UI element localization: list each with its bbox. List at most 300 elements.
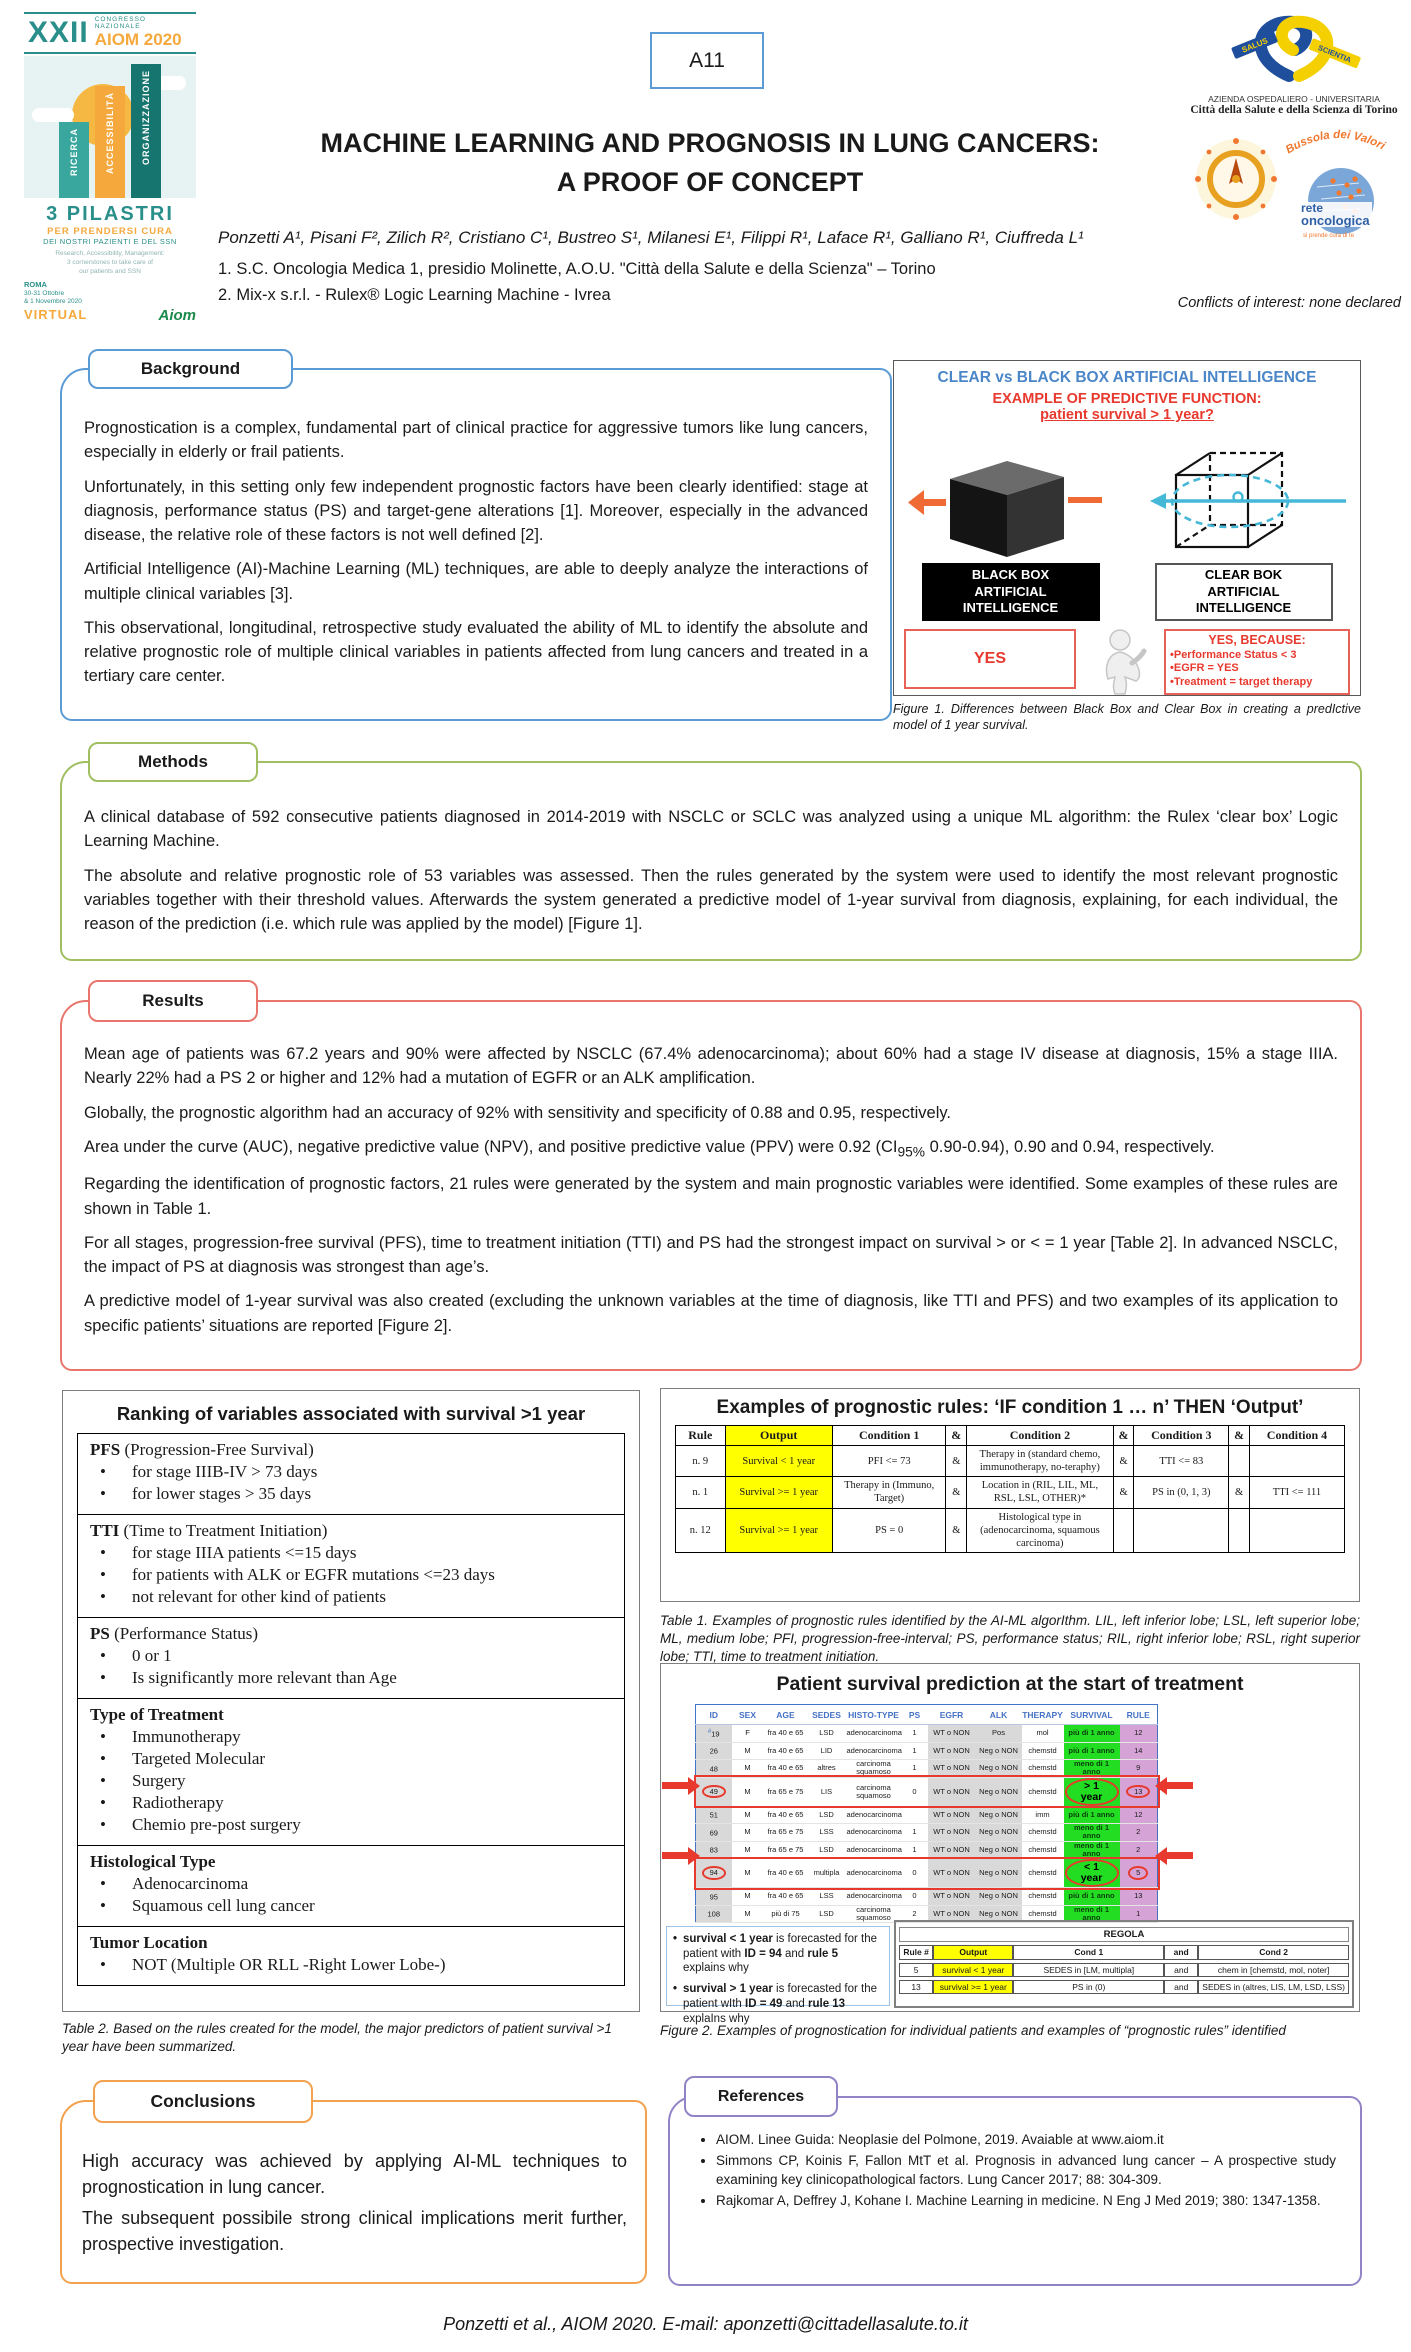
cell-id: #19 <box>696 1725 732 1743</box>
cell-therapy: chemstd <box>1022 1905 1064 1923</box>
ranking-bullet: • Adenocarcinoma <box>90 1874 612 1894</box>
section-tab-methods: Methods <box>88 742 258 782</box>
regola-header: and <box>1164 1945 1198 1959</box>
patient-table-header: SEX <box>732 1705 764 1725</box>
highlight-arrow-icon <box>1167 1782 1193 1789</box>
cell-age: fra 40 e 65 <box>764 1859 808 1888</box>
ranking-bullet: • for stage IIIA patients <=15 days <box>90 1543 612 1563</box>
figure2-title: Patient survival prediction at the start of treatment <box>776 1673 1244 1695</box>
cell-and: & <box>946 1446 967 1477</box>
cell-condition3 <box>1134 1508 1229 1552</box>
aiom-brand-logo: Aiom <box>158 306 196 324</box>
ranking-group-pfs: PFS (Progression-Free Survival) • for stage IIIB-IV > 73 days • for lower stages > 35 days <box>78 1434 624 1515</box>
cell-survival: meno di 1 anno <box>1064 1824 1120 1842</box>
pillars-english: Research, Accessibility, Management: 3 cornerstones to take care of our patients and SSN <box>55 250 165 275</box>
ranking-group-histology: Histological Type • Adenocarcinoma • Squamous cell lung cancer <box>78 1846 624 1927</box>
ranking-bullet: • Immunotherapy <box>90 1727 612 1747</box>
cell-egfr: WT o NON <box>928 1806 976 1824</box>
cell-id: 48 <box>696 1760 732 1778</box>
cell-age: fra 40 e 65 <box>764 1760 808 1778</box>
congress-label: CONGRESSO NAZIONALE <box>94 16 146 30</box>
cell-age: fra 40 e 65 <box>764 1725 808 1743</box>
highlight-arrow-icon <box>662 1852 688 1859</box>
cell-sex: M <box>732 1806 764 1824</box>
prediction-notes <box>666 1926 890 2025</box>
methods-paragraph: A clinical database of 592 consecutive patients diagnosed in 2014-2019 with NSCLC or SCLC was analyzed using a unique ML algorithm: the Rulex ‘clear box’ Logic Learning Machine. <box>84 808 1338 851</box>
results-paragraph: Globally, the prognostic algorithm had an accuracy of 92% with sensitivity and specificity of 0.88 and 0.95, respectively. <box>84 1103 952 1122</box>
patient-table-header: AGE <box>764 1705 808 1725</box>
cell-output: Survival >= 1 year <box>725 1477 832 1508</box>
cell-sex: M <box>732 1742 764 1760</box>
cell-rule: 12 <box>1120 1725 1158 1743</box>
highlight-arrow-icon <box>1167 1852 1193 1859</box>
cell-therapy: chemstd <box>1022 1859 1064 1888</box>
cell-sedes: LSS <box>808 1888 846 1906</box>
aiom-congress-logo <box>24 12 196 324</box>
cell-rule: 12 <box>1120 1806 1158 1824</box>
patient-table-header: EGFR <box>928 1705 976 1725</box>
cell-egfr: WT o NON <box>928 1760 976 1778</box>
cell-survival: meno di 1 anno <box>1064 1905 1120 1923</box>
rete-oncologica-name: rete oncologica <box>1301 201 1370 228</box>
cell-ps: 1 <box>902 1841 928 1859</box>
ranking-group-ps: PS (Performance Status) • 0 or 1 • Is significantly more relevant than Age <box>78 1618 624 1699</box>
cell-and: & <box>1113 1446 1134 1477</box>
cell-histo-type: adenocarcinoma <box>846 1841 902 1859</box>
cell-alk: Neg o NON <box>976 1777 1022 1806</box>
prediction-note: • survival < 1 year is forecasted for the patient with ID = 94 and rule 5 explains why <box>673 1932 883 1976</box>
rule-row <box>676 1508 1345 1552</box>
results-paragraph: For all stages, progression-free survival (PFS), time to treatment initiation (TTI) and PS had the strongest impact on survival > or < = 1 year [Table 2]. In advanced NSCLC, the impact of PS at diagnosis was strongest than age’s. <box>84 1233 1338 1276</box>
patient-row <box>696 1777 1158 1806</box>
pillar-bars <box>24 58 196 198</box>
cell-output: survival >= 1 year <box>933 1980 1013 1994</box>
ranking-bullet: • not relevant for other kind of patients <box>90 1587 612 1607</box>
cell-id: 69 <box>696 1824 732 1842</box>
cell-therapy: chemstd <box>1022 1760 1064 1778</box>
cell-ps: 2 <box>902 1905 928 1923</box>
figure-1 <box>893 360 1361 734</box>
cell-age: fra 65 e 75 <box>764 1841 808 1859</box>
cell-sex: M <box>732 1905 764 1923</box>
pillars-sub2: DEI NOSTRI PAZIENTI E DEL SSN <box>43 237 177 246</box>
ribbon-scientia: SCIENTIA <box>1316 43 1353 65</box>
cell-egfr: WT o NON <box>928 1859 976 1888</box>
cell-sex: M <box>732 1859 764 1888</box>
table1-header: & <box>1229 1426 1250 1446</box>
cell-histo-type: adenocarcinoma <box>846 1859 902 1888</box>
table1-header: & <box>1113 1426 1134 1446</box>
conclusions-paragraph: The subsequent possibile strong clinical implications merit further, prospective investigation. <box>82 2207 627 2255</box>
title-line1: MACHINE LEARNING AND PROGNOSIS IN LUNG CANCERS: <box>320 128 1100 158</box>
table1-header: & <box>946 1426 967 1446</box>
pillars-title: 3 PILASTRI <box>46 203 174 225</box>
cell-histo-type: adenocarcinoma <box>846 1824 902 1842</box>
cell-sedes: LSD <box>808 1806 846 1824</box>
clear-box-answer: YES, BECAUSE: •Performance Status < 3 •EGFR = YES •Treatment = target therapy <box>1164 629 1350 695</box>
black-box-label: BLACK BOX ARTIFICIAL INTELLIGENCE <box>922 563 1100 621</box>
cell-alk: Pos <box>976 1725 1022 1743</box>
results-paragraph: A predictive model of 1-year survival was also created (excluding the unknown variables at the time of diagnosis, like TTI and PFS) and two examples of its application to specific patients’ situations are reported [Figure 2]. <box>84 1292 1338 1335</box>
cell-and: & <box>1229 1477 1250 1508</box>
regola-box <box>894 1920 1354 2008</box>
cell-alk: Neg o NON <box>976 1824 1022 1842</box>
cell-condition3: TTI <= 83 <box>1134 1446 1229 1477</box>
cell-age: fra 65 e 75 <box>764 1777 808 1806</box>
cell-cond2: SEDES in (altres, LIS, LM, LSD, LSS) <box>1198 1980 1349 1994</box>
cell-sex: M <box>732 1888 764 1906</box>
poster-id: A11 <box>689 48 725 72</box>
cell-alk: Neg o NON <box>976 1859 1022 1888</box>
cell-sedes: LSD <box>808 1725 846 1743</box>
background-paragraph: Unfortunately, in this setting only few independent prognostic factors have been clearly identified: stage at diagnosis, performance status (PS) and target-gene alterations [1]. Moreover, especially in the advanced disease, the relative role of these factors is not well defined [2]. <box>84 477 868 544</box>
cell-therapy: chemstd <box>1022 1742 1064 1760</box>
cell-survival: più di 1 anno <box>1064 1742 1120 1760</box>
patient-table-header: THERAPY <box>1022 1705 1064 1725</box>
cell-sex: M <box>732 1824 764 1842</box>
reference-item: • Simmons CP, Koinis F, Fallon MtT et al. Prognosis in advanced lung cancer – A prospective study examining key clinicopathological factors. Lung Cancer 2017; 88: 304-309. <box>716 2151 1336 2189</box>
figure1-caption: Figure 1. Differences between Black Box and Clear Box in creating a predIctive model of 1 year survival. <box>893 702 1361 733</box>
pillars-sub1: PER PRENDERSI CURA <box>47 226 173 237</box>
section-references <box>668 2096 1362 2286</box>
cell-rule: 13 <box>1120 1888 1158 1906</box>
prediction-note: • survival > 1 year is forecasted for the patient wIth ID = 49 and rule 13 explaIns why <box>673 1982 883 2026</box>
cell-survival: più di 1 anno <box>1064 1806 1120 1824</box>
prognostic-rules-table <box>675 1425 1345 1553</box>
regola-header: Cond 2 <box>1198 1945 1349 1959</box>
cell-id: 49 <box>696 1777 732 1806</box>
cell-sedes: LSD <box>808 1905 846 1923</box>
aiom-illustration <box>24 56 196 198</box>
figure-1-panel <box>893 360 1361 696</box>
cell-and: & <box>1113 1477 1134 1508</box>
regola-row <box>899 1963 1349 1977</box>
cell-condition2: Histological type in (adenocarcinoma, squamous carcinoma) <box>967 1508 1114 1552</box>
ranking-bullet: • Is significantly more relevant than Age <box>90 1668 612 1688</box>
highlight-arrow-icon <box>662 1782 688 1789</box>
cell-condition1: PFI <= 73 <box>832 1446 946 1477</box>
cell-therapy: chemstd <box>1022 1888 1064 1906</box>
background-paragraph: Prognostication is a complex, fundamental part of clinical practice for aggressive tumors like lung cancers, especially in elderly or frail patients. <box>84 419 868 462</box>
patient-table-header: ID <box>696 1705 732 1725</box>
cell-condition1: PS = 0 <box>832 1508 946 1552</box>
congress-numeral: XXII <box>28 16 89 49</box>
ranking-bullet: • Chemio pre-post surgery <box>90 1815 612 1835</box>
cell-egfr: WT o NON <box>928 1905 976 1923</box>
cell-id: 26 <box>696 1742 732 1760</box>
ranking-bullet: • 0 or 1 <box>90 1646 612 1666</box>
cell-sex: M <box>732 1760 764 1778</box>
patient-table-header: HISTO-TYPE <box>846 1705 902 1725</box>
table1-panel <box>660 1388 1360 1602</box>
cell-histo-type: carcinoma squamoso <box>846 1905 902 1923</box>
ranking-bullet: • Radiotherapy <box>90 1793 612 1813</box>
cell-age: più di 75 <box>764 1905 808 1923</box>
cell-condition4: TTI <= 111 <box>1249 1477 1344 1508</box>
table1-header: Condition 1 <box>832 1426 946 1446</box>
cell-histo-type: carcinoma squamoso <box>846 1777 902 1806</box>
person-figure-icon <box>1092 629 1148 695</box>
ranking-bullet: • for lower stages > 35 days <box>90 1484 612 1504</box>
regola-header: Output <box>933 1945 1013 1959</box>
bussola-text: Bussola dei Valori <box>1283 128 1387 157</box>
table1-header: Condition 2 <box>967 1426 1114 1446</box>
poster-id-box <box>650 32 764 89</box>
cell-histo-type: adenocarcinoma <box>846 1888 902 1906</box>
cell-rule: n. 1 <box>676 1477 726 1508</box>
cell-condition1: Therapy in (Immuno, Target) <box>832 1477 946 1508</box>
cell-survival: meno di 1 anno <box>1064 1841 1120 1859</box>
cell-sedes: altres <box>808 1760 846 1778</box>
cell-ps: 1 <box>902 1742 928 1760</box>
ranking-title: Ranking of variables associated with survival >1 year <box>116 1403 586 1424</box>
cell-egfr: WT o NON <box>928 1777 976 1806</box>
cell-ps: 0 <box>902 1888 928 1906</box>
cell-age: fra 65 e 75 <box>764 1824 808 1842</box>
cell-age: fra 40 e 65 <box>764 1806 808 1824</box>
figure-2-panel <box>660 1663 1360 2025</box>
cell-therapy: mol <box>1022 1725 1064 1743</box>
because-item: •EGFR = YES <box>1170 662 1239 675</box>
cell-rule: n. 9 <box>676 1446 726 1477</box>
cell-condition4 <box>1249 1508 1344 1552</box>
cell-sex: F <box>732 1725 764 1743</box>
rule-row <box>676 1477 1345 1508</box>
table1-caption: Table 1. Examples of prognostic rules identified by the AI-ML algorIthm. LIL, left inferior lobe; LSL, left superior lobe; ML, medium lobe; PFI, progression-free-interval; PS, performance status; RIL, right inferior lobe; RSL, right superior lobe; TTI, time to treatment initiation. <box>660 1613 1360 1665</box>
black-box-answer: YES <box>904 629 1076 689</box>
compass-icon <box>1193 136 1279 222</box>
ranking-table <box>77 1433 625 1986</box>
patient-table-header: RULE <box>1120 1705 1158 1725</box>
cell-alk: Neg o NON <box>976 1760 1022 1778</box>
cell-alk: Neg o NON <box>976 1806 1022 1824</box>
background-paragraph: This observational, longitudinal, retrospective study evaluated the ability of ML to identify the absolute and relative prognostic role of multiple clinical variables in patients affected from lung cancers and treated in a tertiary care center. <box>84 618 868 686</box>
ranking-bullet: • for stage IIIB-IV > 73 days <box>90 1462 612 1482</box>
cell-ps: 1 <box>902 1725 928 1743</box>
aiom-logo-header <box>24 12 196 54</box>
patient-table-header: ALK <box>976 1705 1022 1725</box>
table1-header: Rule <box>676 1426 726 1446</box>
cell-and <box>1113 1508 1134 1552</box>
cell-ps <box>902 1806 928 1824</box>
section-tab-conclusions: Conclusions <box>93 2080 313 2123</box>
cell-survival: > 1 year <box>1064 1777 1120 1806</box>
figure2-caption: Figure 2. Examples of prognostication for individual patients and examples of “prognostic rules” identified <box>660 2023 1286 2038</box>
cell-egfr: WT o NON <box>928 1888 976 1906</box>
cell-ps: 1 <box>902 1824 928 1842</box>
reference-item: • AIOM. Linee Guida: Neoplasie del Polmone, 2019. Avaiable at www.aiom.it <box>716 2130 1336 2149</box>
patient-row <box>696 1760 1158 1778</box>
cell-ps: 0 <box>902 1859 928 1888</box>
table1-header: Condition 4 <box>1249 1426 1344 1446</box>
patient-row <box>696 1742 1158 1760</box>
ranking-group-location: Tumor Location • NOT (Multiple OR RLL -Right Lower Lobe-) <box>78 1927 624 1985</box>
regola-row <box>899 1980 1349 1994</box>
section-conclusions <box>60 2100 647 2284</box>
patient-table-header: PS <box>902 1705 928 1725</box>
cell-alk: Neg o NON <box>976 1841 1022 1859</box>
cell-rule: 1 <box>1120 1905 1158 1923</box>
patient-table-header: SEDES <box>808 1705 846 1725</box>
authors: Ponzetti A¹, Pisani F², Zilich R², Cristiano C¹, Bustreo S¹, Milanesi E¹, Filippi R¹, Laface R¹, Galliano R¹, Ciuffreda L¹ <box>218 228 1084 247</box>
ranking-bullet: • Surgery <box>90 1771 612 1791</box>
virtual-label: VIRTUAL <box>24 306 88 322</box>
cell-histo-type: carcinoma squamoso <box>846 1760 902 1778</box>
ribbon-salus: SALUS <box>1240 36 1270 55</box>
conclusions-paragraph: High accuracy was achieved by applying AI-ML techniques to prognostication in lung cancer. <box>82 2151 627 2198</box>
cell-rule: 14 <box>1120 1742 1158 1760</box>
patient-row <box>696 1888 1158 1906</box>
cell-condition4 <box>1249 1446 1344 1477</box>
cell-sedes: LID <box>808 1742 846 1760</box>
arc-text <box>1281 128 1397 158</box>
hospital-logo <box>1190 14 1398 126</box>
section-background <box>60 368 892 721</box>
cell-sedes: LSS <box>808 1824 846 1842</box>
figure1-sub1: EXAMPLE OF PREDICTIVE FUNCTION: <box>992 391 1262 407</box>
cell-sedes: LSD <box>808 1841 846 1859</box>
patient-row <box>696 1824 1158 1842</box>
clear-box-label: CLEAR BOK ARTIFICIAL INTELLIGENCE <box>1155 563 1333 621</box>
background-paragraph: Artificial Intelligence (AI)-Machine Learning (ML) techniques, are able to deeply analyze the interactions of multiple clinical variables [3]. <box>84 560 868 603</box>
pillar-bar: RICERCA <box>59 122 89 198</box>
hospital-name-1: AZIENDA OSPEDALIERO - UNIVERSITARIA <box>1208 94 1380 104</box>
figure1-heading: CLEAR vs BLACK BOX ARTIFICIAL INTELLIGENCE <box>937 369 1317 386</box>
ranking-bullet: • for patients with ALK or EGFR mutations <=23 days <box>90 1565 612 1585</box>
cell-therapy: imm <box>1022 1806 1064 1824</box>
cell-therapy: chemstd <box>1022 1841 1064 1859</box>
regola-table <box>899 1924 1349 1997</box>
regola-header: Cond 1 <box>1013 1945 1164 1959</box>
cell-rule: 2 <box>1120 1841 1158 1859</box>
because-item: •Treatment = target therapy <box>1170 676 1313 689</box>
cell-rule: 5 <box>1120 1859 1158 1888</box>
cell-therapy: chemstd <box>1022 1777 1064 1806</box>
cell-condition2: Therapy in (standard chemo, immunotherapy, no-teraphy) <box>967 1446 1114 1477</box>
regola-header: Rule # <box>899 1945 933 1959</box>
cell-egfr: WT o NON <box>928 1742 976 1760</box>
cell-sex: M <box>732 1841 764 1859</box>
hospital-name-2: Città della Salute e della Scienza di Torino <box>1190 104 1398 116</box>
title-line2: A PROOF OF CONCEPT <box>556 167 864 198</box>
cell-egfr: WT o NON <box>928 1824 976 1842</box>
patient-prediction-table <box>695 1704 1158 1923</box>
svg-text:Bussola dei Valori <box>1284 129 1388 156</box>
page-title <box>140 124 1280 202</box>
congress-venue: ROMA 30-31 Ottobre & 1 Novembre 2020 VIRTUAL <box>24 280 88 322</box>
cell-sex: M <box>732 1777 764 1806</box>
cell-survival: < 1 year <box>1064 1859 1120 1888</box>
cell-survival: più di 1 anno <box>1064 1888 1120 1906</box>
cell-cond2: chem in [chemstd, mol, noter] <box>1198 1963 1349 1977</box>
figure1-sub2: patient survival > 1 year? <box>1040 407 1214 423</box>
cell-histo-type: adenocarcinoma <box>846 1742 902 1760</box>
cell-survival: più di 1 anno <box>1064 1725 1120 1743</box>
rule-row <box>676 1446 1345 1477</box>
cell-alk: Neg o NON <box>976 1888 1022 1906</box>
rete-oncologica-logo <box>1193 128 1397 239</box>
results-paragraph: Area under the curve (AUC), negative predictive value (NPV), and positive predictive value (PPV) were 0.92 ($CI_{95\%}$ 0.90-0.94), 0.90 and 0.94, respectively. <box>84 1137 1215 1160</box>
cell-and: & <box>946 1508 967 1552</box>
cell-and: & <box>946 1477 967 1508</box>
table1-title: Examples of prognostic rules: ‘IF condition 1 … n’ THEN ‘Output’ <box>716 1397 1304 1418</box>
congress-name: AIOM 2020 <box>94 30 182 49</box>
cell-histo-type: adenocarcinoma <box>846 1806 902 1824</box>
cell-id: 83 <box>696 1841 732 1859</box>
hospital-knot-icon <box>1191 14 1397 88</box>
table1-header: Condition 3 <box>1134 1426 1229 1446</box>
footer-contact: Ponzetti et al., AIOM 2020. E-mail: aponzetti@cittadellasalute.to.it <box>443 2314 968 2334</box>
rete-tagline: si prende cura di te <box>1303 233 1355 239</box>
reference-item: • Rajkomar A, Deffrey J, Kohane I. Machine Learning in medicine. N Eng J Med 2019; 380: 1347-1358. <box>716 2191 1336 2210</box>
cell-survival: meno di 1 anno <box>1064 1760 1120 1778</box>
methods-paragraph: The absolute and relative prognostic role of 53 variables was assessed. Then the rules generated by the system were used to identify the most relevant prognostic variables together with their threshold values. Afterwards the system generated a predictive model of 1-year survival from diagnosis, explaining, for each individual, the reason of the prediction (i.e. which rule was applied by the model) [Figure 1]. <box>84 866 1338 933</box>
pillar-bar: ACCESSIBILITÀ <box>95 86 125 198</box>
patient-row <box>696 1841 1158 1859</box>
clear-box-cube-icon <box>1146 445 1350 557</box>
cell-id: 94 <box>696 1859 732 1888</box>
cell-age: fra 40 e 65 <box>764 1888 808 1906</box>
table1-header: Output <box>725 1426 832 1446</box>
cell-cond1: SEDES in [LM, multipla] <box>1013 1963 1164 1977</box>
cell-ps: 1 <box>902 1760 928 1778</box>
cell-id: 95 <box>696 1888 732 1906</box>
section-tab-references: References <box>684 2076 838 2117</box>
section-tab-background: Background <box>88 349 293 389</box>
cell-id: 108 <box>696 1905 732 1923</box>
cell-rule: 13 <box>1120 1777 1158 1806</box>
cell-ps: 0 <box>902 1777 928 1806</box>
cell-output: Survival < 1 year <box>725 1446 832 1477</box>
patient-row <box>696 1859 1158 1888</box>
cell-age: fra 40 e 65 <box>764 1742 808 1760</box>
cell-sedes: LIS <box>808 1777 846 1806</box>
table2-caption: Table 2. Based on the rules created for the model, the major predictors of patient survival >1 year have been summarized. <box>62 2021 612 2055</box>
patient-row <box>696 1725 1158 1743</box>
cell-rule-number: 5 <box>899 1963 933 1977</box>
cell-egfr: WT o NON <box>928 1725 976 1743</box>
cell-and: and <box>1164 1963 1198 1977</box>
cell-and <box>1229 1508 1250 1552</box>
cell-condition3: PS in (0, 1, 3) <box>1134 1477 1229 1508</box>
pillar-bar: ORGANIZZAZIONE <box>131 64 161 198</box>
cell-alk: Neg o NON <box>976 1742 1022 1760</box>
section-results <box>60 1000 1362 1371</box>
cell-and: and <box>1164 1980 1198 1994</box>
cell-id: 51 <box>696 1806 732 1824</box>
regola-title: REGOLA <box>899 1927 1349 1942</box>
cell-rule: 9 <box>1120 1760 1158 1778</box>
results-paragraph: Regarding the identification of prognostic factors, 21 rules were generated by the system and main prognostic variables were identified. Some examples of these rules are shown in Table 1. <box>84 1175 1338 1218</box>
affiliation-1: 1. S.C. Oncologia Medica 1, presidio Molinette, A.O.U. "Città della Salute e della Scienza" – Torino <box>218 260 936 278</box>
cell-output: survival < 1 year <box>933 1963 1013 1977</box>
section-tab-results: Results <box>88 980 258 1022</box>
ranking-panel <box>62 1390 640 2012</box>
because-item: •Performance Status < 3 <box>1170 648 1297 661</box>
cell-alk: Neg o NON <box>976 1905 1022 1923</box>
black-box-cube-icon <box>908 441 1104 559</box>
cell-sedes: multipla <box>808 1859 846 1888</box>
cell-therapy: chemstd <box>1022 1824 1064 1842</box>
cell-condition2: Location in (RIL, LIL, ML, RSL, LSL, OTHER)* <box>967 1477 1114 1508</box>
ranking-bullet: • Targeted Molecular <box>90 1749 612 1769</box>
cell-histo-type: adenocarcinoma <box>846 1725 902 1743</box>
ranking-group-treatment: Type of Treatment • Immunotherapy • Targeted Molecular • Surgery • Radiotherapy • Chemio pre-post surgery <box>78 1699 624 1846</box>
affiliation-2: 2. Mix-x s.r.l. - Rulex® Logic Learning Machine - Ivrea <box>218 286 611 304</box>
cell-rule-number: 13 <box>899 1980 933 1994</box>
ranking-bullet: • NOT (Multiple OR RLL -Right Lower Lobe-) <box>90 1955 612 1975</box>
cell-and <box>1229 1446 1250 1477</box>
